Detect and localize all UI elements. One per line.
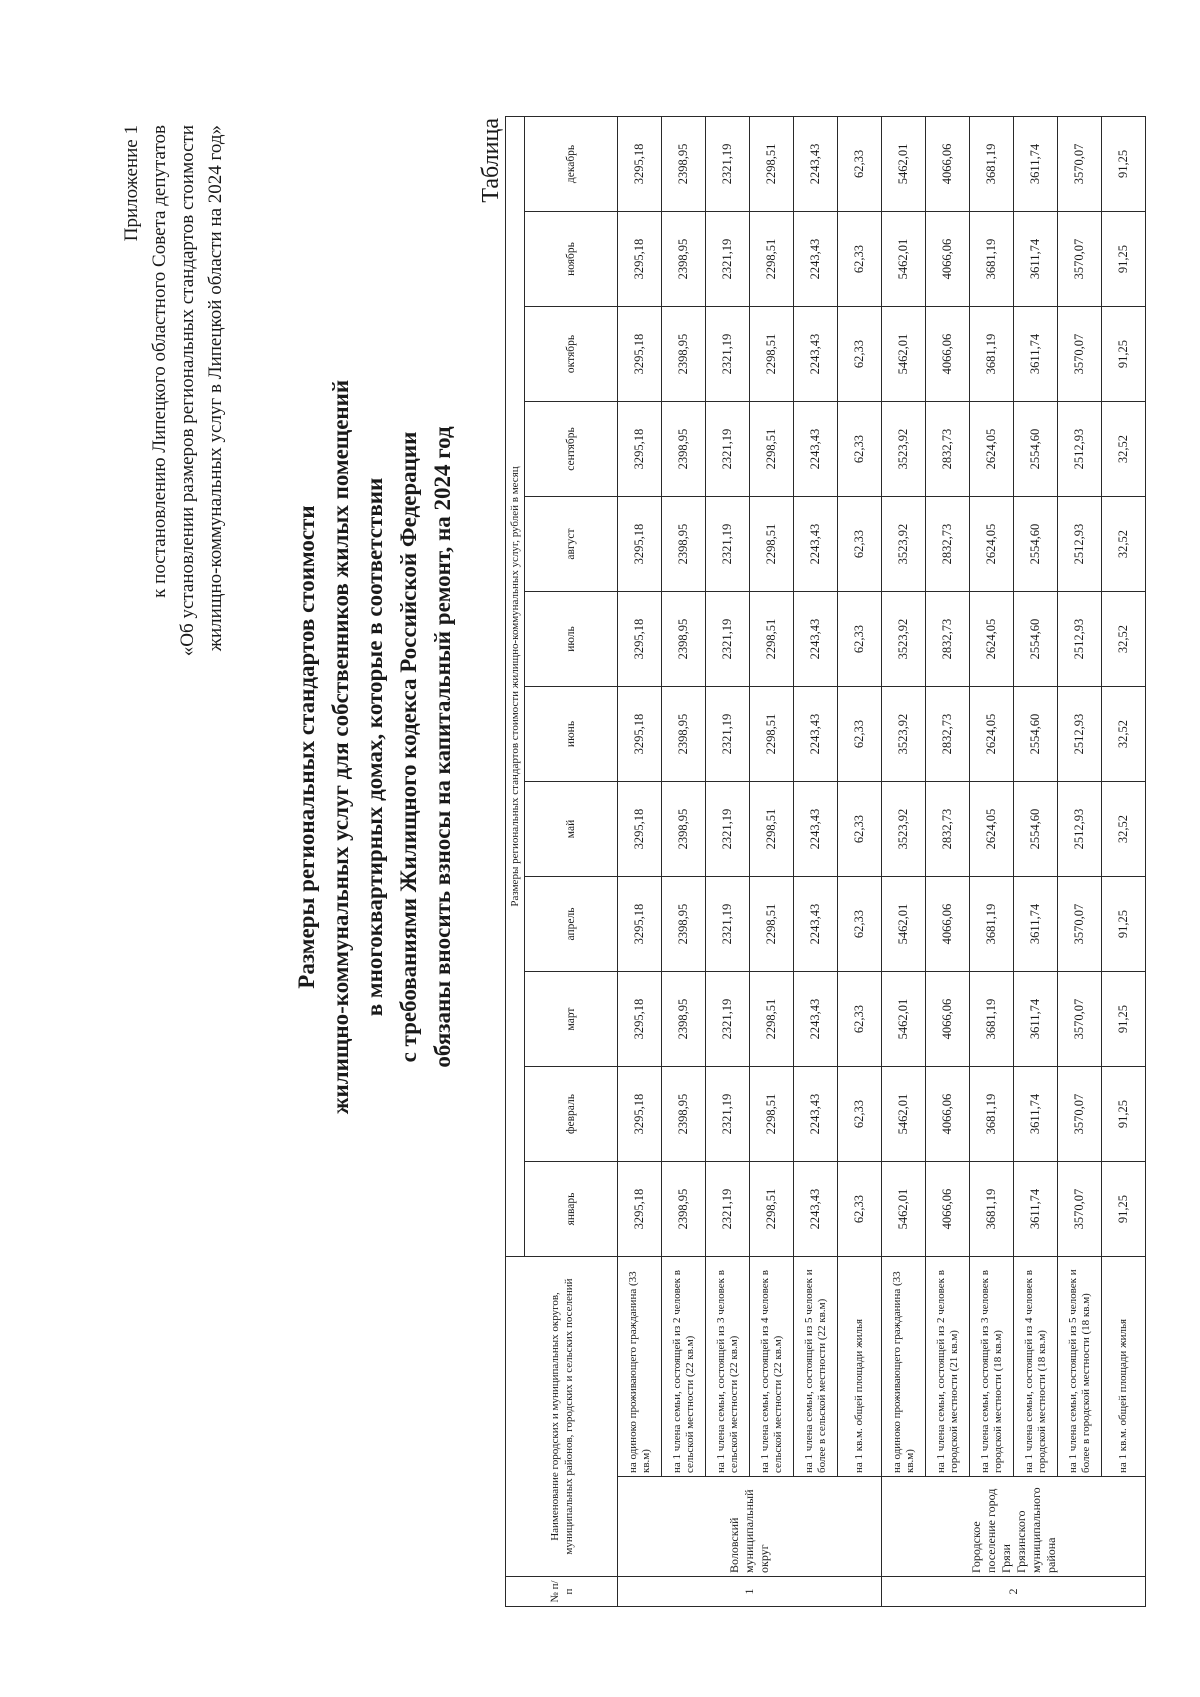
- value-cell: 2243,43: [794, 307, 838, 402]
- value-cell: 62,33: [838, 782, 882, 877]
- value-cell: 3681,19: [970, 972, 1014, 1067]
- table-row: [970, 116, 1014, 1606]
- value-cell: 2398,95: [662, 307, 706, 402]
- group-header: Размеры региональных стандартов стоимости жилищно-коммунальных услуг, рублей в месяц: [506, 116, 525, 1256]
- value-cell: 3681,19: [970, 212, 1014, 307]
- value-cell: 3295,18: [618, 1162, 662, 1257]
- month-header: октябрь: [525, 307, 618, 402]
- value-cell: 2321,19: [706, 972, 750, 1067]
- norm-description: на одиноко проживающего гражданина (33 кв.м): [882, 1257, 926, 1477]
- value-cell: 32,52: [1102, 497, 1146, 592]
- table-row: [750, 116, 794, 1606]
- value-cell: 2624,05: [970, 402, 1014, 497]
- value-cell: 2512,93: [1058, 497, 1102, 592]
- value-cell: 2298,51: [750, 592, 794, 687]
- month-header: июль: [525, 592, 618, 687]
- value-cell: 3681,19: [970, 307, 1014, 402]
- value-cell: 3295,18: [618, 877, 662, 972]
- value-cell: 3523,92: [882, 402, 926, 497]
- value-cell: 5462,01: [882, 877, 926, 972]
- value-cell: 62,33: [838, 592, 882, 687]
- value-cell: 3295,18: [618, 497, 662, 592]
- value-cell: 3523,92: [882, 497, 926, 592]
- value-cell: 2624,05: [970, 687, 1014, 782]
- value-cell: 2243,43: [794, 877, 838, 972]
- table-row: [1014, 116, 1058, 1606]
- value-cell: 91,25: [1102, 1162, 1146, 1257]
- value-cell: 2243,43: [794, 402, 838, 497]
- value-cell: 2321,19: [706, 1067, 750, 1162]
- value-cell: 91,25: [1102, 212, 1146, 307]
- value-cell: 2398,95: [662, 212, 706, 307]
- value-cell: 4066,06: [926, 212, 970, 307]
- value-cell: 2398,95: [662, 687, 706, 782]
- value-cell: 3611,74: [1014, 307, 1058, 402]
- value-cell: 2321,19: [706, 212, 750, 307]
- table-body: [618, 116, 1146, 1606]
- value-cell: 62,33: [838, 687, 882, 782]
- value-cell: 2512,93: [1058, 402, 1102, 497]
- month-header: март: [525, 972, 618, 1067]
- value-cell: 2298,51: [750, 402, 794, 497]
- value-cell: 32,52: [1102, 782, 1146, 877]
- norm-description: на 1 члена семьи, состоящей из 3 человек в городской местности (18 кв.м): [970, 1257, 1014, 1477]
- value-cell: 4066,06: [926, 1067, 970, 1162]
- value-cell: 5462,01: [882, 972, 926, 1067]
- value-cell: 2398,95: [662, 1067, 706, 1162]
- header-row-1: [506, 116, 525, 1606]
- norm-description: на 1 члена семьи, состоящей из 5 человек и более в городской местности (18 кв.м): [1058, 1257, 1102, 1477]
- table-row: [926, 116, 970, 1606]
- value-cell: 2321,19: [706, 402, 750, 497]
- value-cell: 2298,51: [750, 497, 794, 592]
- month-header: сентябрь: [525, 402, 618, 497]
- value-cell: 2243,43: [794, 972, 838, 1067]
- value-cell: 2554,60: [1014, 592, 1058, 687]
- value-cell: 2554,60: [1014, 497, 1058, 592]
- norm-description: на 1 члена семьи, состоящей из 4 человек в сельской местности (22 кв.м): [750, 1257, 794, 1477]
- document-title: [290, 97, 460, 1397]
- value-cell: 2512,93: [1058, 687, 1102, 782]
- value-cell: 3611,74: [1014, 972, 1058, 1067]
- norm-description: на 1 члена семьи, состоящей из 3 человек в сельской местности (22 кв.м): [706, 1257, 750, 1477]
- value-cell: 3681,19: [970, 116, 1014, 211]
- value-cell: 3611,74: [1014, 877, 1058, 972]
- title-line-4: с требованиями Жилищного кодекса Российской Федерации: [396, 431, 421, 1063]
- value-cell: 3295,18: [618, 402, 662, 497]
- value-cell: 2512,93: [1058, 592, 1102, 687]
- value-cell: 3295,18: [618, 212, 662, 307]
- value-cell: 2243,43: [794, 1067, 838, 1162]
- value-cell: 3295,18: [618, 1067, 662, 1162]
- col-name-header: Наименование городских и муниципальных округов, муниципальных районов, городских и сельских поселений: [506, 1257, 618, 1577]
- value-cell: 91,25: [1102, 1067, 1146, 1162]
- value-cell: 91,25: [1102, 116, 1146, 211]
- value-cell: 2243,43: [794, 687, 838, 782]
- value-cell: 91,25: [1102, 972, 1146, 1067]
- value-cell: 4066,06: [926, 116, 970, 211]
- month-header: июнь: [525, 687, 618, 782]
- value-cell: 2832,73: [926, 402, 970, 497]
- appendix-line-3: «Об установлении размеров региональных стандартов стоимости: [177, 125, 198, 657]
- value-cell: 3523,92: [882, 687, 926, 782]
- value-cell: 2832,73: [926, 782, 970, 877]
- table-row: [1058, 116, 1102, 1606]
- value-cell: 2298,51: [750, 687, 794, 782]
- value-cell: 2243,43: [794, 592, 838, 687]
- table-row: [838, 116, 882, 1606]
- value-cell: 3523,92: [882, 592, 926, 687]
- value-cell: 3570,07: [1058, 307, 1102, 402]
- norm-description: на 1 кв.м. общей площади жилья: [838, 1257, 882, 1477]
- value-cell: 2321,19: [706, 877, 750, 972]
- value-cell: 3295,18: [618, 687, 662, 782]
- value-cell: 2321,19: [706, 497, 750, 592]
- month-header: ноябрь: [525, 212, 618, 307]
- value-cell: 2321,19: [706, 1162, 750, 1257]
- month-header: август: [525, 497, 618, 592]
- appendix-line-4: жилищно-коммунальных услуг в Липецкой области на 2024 год»: [205, 125, 226, 652]
- value-cell: 62,33: [838, 1067, 882, 1162]
- value-cell: 3523,92: [882, 782, 926, 877]
- value-cell: 2398,95: [662, 1162, 706, 1257]
- value-cell: 5462,01: [882, 307, 926, 402]
- value-cell: 3295,18: [618, 307, 662, 402]
- value-cell: 3570,07: [1058, 1162, 1102, 1257]
- value-cell: 2321,19: [706, 687, 750, 782]
- row-number: 1: [618, 1577, 882, 1607]
- value-cell: 2321,19: [706, 116, 750, 211]
- value-cell: 2398,95: [662, 782, 706, 877]
- appendix-line-1: Приложение 1: [121, 125, 142, 242]
- month-header: май: [525, 782, 618, 877]
- title-line-1: Размеры региональных стандартов стоимости: [294, 505, 319, 989]
- norm-description: на одиноко проживающего гражданина (33 кв.м): [618, 1257, 662, 1477]
- value-cell: 3295,18: [618, 116, 662, 211]
- table-row: [662, 116, 706, 1606]
- value-cell: 3611,74: [1014, 1067, 1058, 1162]
- value-cell: 5462,01: [882, 1162, 926, 1257]
- value-cell: 2624,05: [970, 497, 1014, 592]
- value-cell: 62,33: [838, 1162, 882, 1257]
- value-cell: 3681,19: [970, 877, 1014, 972]
- value-cell: 62,33: [838, 116, 882, 211]
- value-cell: 2554,60: [1014, 782, 1058, 877]
- value-cell: 62,33: [838, 307, 882, 402]
- municipality-name: Городское поселение город Грязи Грязинского муниципального района: [882, 1477, 1146, 1577]
- col-no-header: № п/п: [506, 1577, 618, 1607]
- row-number: 2: [882, 1577, 1146, 1607]
- value-cell: 3570,07: [1058, 877, 1102, 972]
- value-cell: 32,52: [1102, 592, 1146, 687]
- norm-description: на 1 члена семьи, состоящей из 5 человек и более в сельской местности (22 кв.м): [794, 1257, 838, 1477]
- value-cell: 3570,07: [1058, 212, 1102, 307]
- value-cell: 2554,60: [1014, 402, 1058, 497]
- municipality-name: Воловский муниципальный округ: [618, 1477, 882, 1577]
- value-cell: 2398,95: [662, 877, 706, 972]
- value-cell: 4066,06: [926, 307, 970, 402]
- value-cell: 2243,43: [794, 116, 838, 211]
- value-cell: 2243,43: [794, 782, 838, 877]
- value-cell: 32,52: [1102, 402, 1146, 497]
- value-cell: 3295,18: [618, 972, 662, 1067]
- value-cell: 2298,51: [750, 212, 794, 307]
- month-header: декабрь: [525, 116, 618, 211]
- standards-table: [505, 116, 1146, 1607]
- value-cell: 91,25: [1102, 307, 1146, 402]
- value-cell: 4066,06: [926, 877, 970, 972]
- value-cell: 3570,07: [1058, 1067, 1102, 1162]
- value-cell: 3295,18: [618, 782, 662, 877]
- value-cell: 2832,73: [926, 497, 970, 592]
- value-cell: 62,33: [838, 972, 882, 1067]
- value-cell: 32,52: [1102, 687, 1146, 782]
- value-cell: 2321,19: [706, 592, 750, 687]
- value-cell: 3681,19: [970, 1162, 1014, 1257]
- value-cell: 4066,06: [926, 1162, 970, 1257]
- appendix-line-2: к постановлению Липецкого областного Совета депутатов: [149, 125, 170, 598]
- month-header: январь: [525, 1162, 618, 1257]
- value-cell: 2243,43: [794, 212, 838, 307]
- table-row: [1102, 116, 1146, 1606]
- value-cell: 3570,07: [1058, 972, 1102, 1067]
- table-row: [794, 116, 838, 1606]
- table-row: [882, 116, 926, 1606]
- value-cell: 4066,06: [926, 972, 970, 1067]
- norm-description: на 1 члена семьи, состоящей из 2 человек в сельской местности (22 кв.м): [662, 1257, 706, 1477]
- table-row: [706, 116, 750, 1606]
- value-cell: 2321,19: [706, 782, 750, 877]
- value-cell: 2398,95: [662, 592, 706, 687]
- value-cell: 3611,74: [1014, 1162, 1058, 1257]
- value-cell: 5462,01: [882, 212, 926, 307]
- table-row: [618, 116, 662, 1606]
- value-cell: 2298,51: [750, 116, 794, 211]
- value-cell: 2243,43: [794, 497, 838, 592]
- value-cell: 2624,05: [970, 782, 1014, 877]
- title-line-3: в многоквартирных домах, которые в соответствии: [362, 477, 387, 1017]
- value-cell: 3570,07: [1058, 116, 1102, 211]
- value-cell: 62,33: [838, 497, 882, 592]
- value-cell: 2624,05: [970, 592, 1014, 687]
- value-cell: 2398,95: [662, 402, 706, 497]
- value-cell: 3611,74: [1014, 212, 1058, 307]
- table-label: Таблица: [478, 118, 504, 203]
- value-cell: 62,33: [838, 877, 882, 972]
- month-header: апрель: [525, 877, 618, 972]
- value-cell: 2832,73: [926, 687, 970, 782]
- value-cell: 2298,51: [750, 972, 794, 1067]
- value-cell: 2298,51: [750, 1162, 794, 1257]
- value-cell: 2298,51: [750, 1067, 794, 1162]
- value-cell: 2512,93: [1058, 782, 1102, 877]
- value-cell: 2321,19: [706, 307, 750, 402]
- value-cell: 2298,51: [750, 877, 794, 972]
- norm-description: на 1 кв.м. общей площади жилья: [1102, 1257, 1146, 1477]
- value-cell: 2298,51: [750, 782, 794, 877]
- value-cell: 2243,43: [794, 1162, 838, 1257]
- title-line-5: обязаны вносить взносы на капитальный ремонт, на 2024 год: [430, 426, 455, 1068]
- value-cell: 5462,01: [882, 116, 926, 211]
- value-cell: 2398,95: [662, 116, 706, 211]
- value-cell: 62,33: [838, 212, 882, 307]
- value-cell: 2554,60: [1014, 687, 1058, 782]
- value-cell: 2298,51: [750, 307, 794, 402]
- value-cell: 91,25: [1102, 877, 1146, 972]
- value-cell: 3295,18: [618, 592, 662, 687]
- value-cell: 2398,95: [662, 497, 706, 592]
- value-cell: 3681,19: [970, 1067, 1014, 1162]
- value-cell: 2832,73: [926, 592, 970, 687]
- value-cell: 62,33: [838, 402, 882, 497]
- norm-description: на 1 члена семьи, состоящей из 2 человек в городской местности (21 кв.м): [926, 1257, 970, 1477]
- value-cell: 2398,95: [662, 972, 706, 1067]
- title-line-2: жилищно-коммунальных услуг для собственников жилых помещений: [328, 379, 353, 1115]
- value-cell: 5462,01: [882, 1067, 926, 1162]
- norm-description: на 1 члена семьи, состоящей из 4 человек в городской местности (18 кв.м): [1014, 1257, 1058, 1477]
- month-header: февраль: [525, 1067, 618, 1162]
- value-cell: 3611,74: [1014, 116, 1058, 211]
- appendix-note: [118, 125, 230, 656]
